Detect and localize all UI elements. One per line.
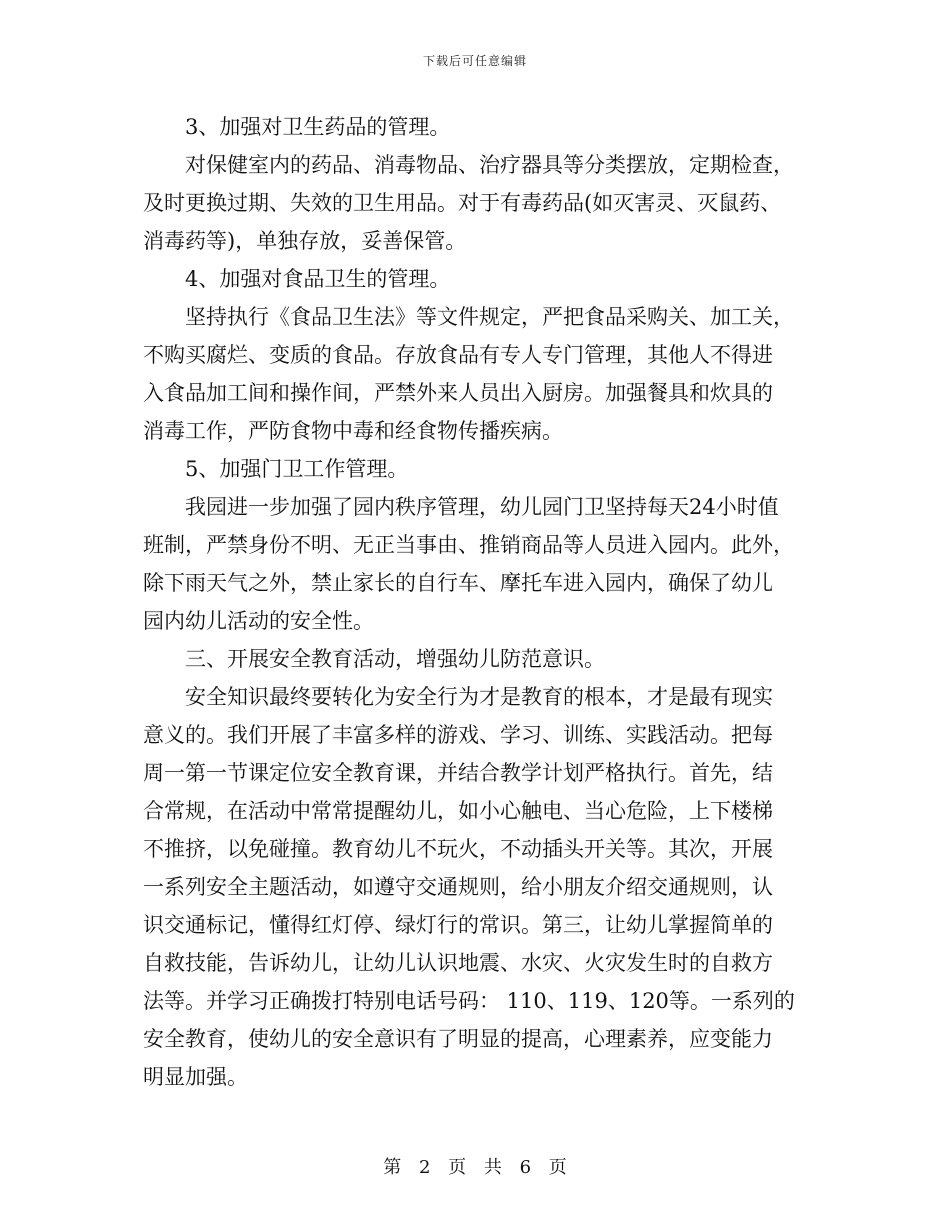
body-line: 我园进一步加强了园内秩序管理，幼儿园门卫坚持每天24小时值 bbox=[143, 495, 779, 519]
page-label-prefix: 第 bbox=[383, 1157, 402, 1178]
document-body bbox=[143, 108, 809, 1096]
body-line: 4、加强对食品卫生的管理。 bbox=[143, 267, 451, 291]
body-line: 一系列安全主题活动，如遵守交通规则，给小朋友介绍交通规则，认 bbox=[143, 875, 773, 899]
body-line: 周一第一节课定位安全教育课，并结合教学计划严格执行。首先，结 bbox=[143, 761, 773, 785]
page-label-mid: 页 bbox=[448, 1157, 467, 1178]
body-line: 入食品加工间和操作间，严禁外来人员出入厨房。加强餐具和炊具的 bbox=[143, 381, 773, 405]
body-line: 园内幼儿活动的安全性。 bbox=[143, 609, 374, 633]
body-line: 坚持执行《食品卫生法》等文件规定，严把食品采购关、加工关， bbox=[143, 305, 794, 329]
page-footer bbox=[0, 1153, 950, 1179]
body-line: 5、加强门卫工作管理。 bbox=[143, 457, 409, 481]
body-line: 及时更换过期、失效的卫生用品。对于有毒药品(如灭害灵、灭鼠药、 bbox=[143, 191, 782, 215]
body-line: 意义的。我们开展了丰富多样的游戏、学习、训练、实践活动。把每 bbox=[143, 723, 773, 747]
body-line: 法等。并学习正确拨打特别电话号码： 110、119、120等。一系列的 bbox=[143, 989, 795, 1013]
body-line: 不购买腐烂、变质的食品。存放食品有专人专门管理，其他人不得进 bbox=[143, 343, 773, 367]
page-header: 下载后可任意编辑 bbox=[422, 54, 527, 68]
body-line: 安全知识最终要转化为安全行为才是教育的根本，才是最有现实 bbox=[143, 685, 773, 709]
body-line: 自救技能，告诉幼儿，让幼儿认识地震、水灾、火灾发生时的自救方 bbox=[143, 951, 773, 975]
total-prefix: 共 bbox=[483, 1157, 502, 1178]
body-line: 消毒药等)，单独存放，妥善保管。 bbox=[143, 229, 467, 253]
body-line: 安全教育，使幼儿的安全意识有了明显的提高，心理素养，应变能力 bbox=[143, 1027, 773, 1051]
body-line: 明显加强。 bbox=[143, 1065, 248, 1089]
total-pages: 6 bbox=[519, 1157, 532, 1178]
body-line: 不推挤，以免碰撞。教育幼儿不玩火，不动插头开关等。其次，开展 bbox=[143, 837, 773, 861]
body-line: 三、开展安全教育活动，增强幼儿防范意识。 bbox=[143, 647, 605, 671]
body-line: 除下雨天气之外，禁止家长的自行车、摩托车进入园内，确保了幼儿 bbox=[143, 571, 773, 595]
total-suffix: 页 bbox=[548, 1157, 567, 1178]
page-number: 2 bbox=[418, 1157, 431, 1178]
body-line: 班制，严禁身份不明、无正当事由、推销商品等人员进入园内。此外， bbox=[143, 533, 794, 557]
body-line: 合常规，在活动中常常提醒幼儿，如小心触电、当心危险，上下楼梯 bbox=[143, 799, 773, 823]
body-line: 对保健室内的药品、消毒物品、治疗器具等分类摆放，定期检查， bbox=[143, 153, 794, 177]
body-line: 识交通标记，懂得红灯停、绿灯行的常识。第三，让幼儿掌握简单的 bbox=[143, 913, 773, 937]
body-line: 消毒工作，严防食物中毒和经食物传播疾病。 bbox=[143, 419, 563, 443]
body-line: 3、加强对卫生药品的管理。 bbox=[143, 115, 451, 139]
